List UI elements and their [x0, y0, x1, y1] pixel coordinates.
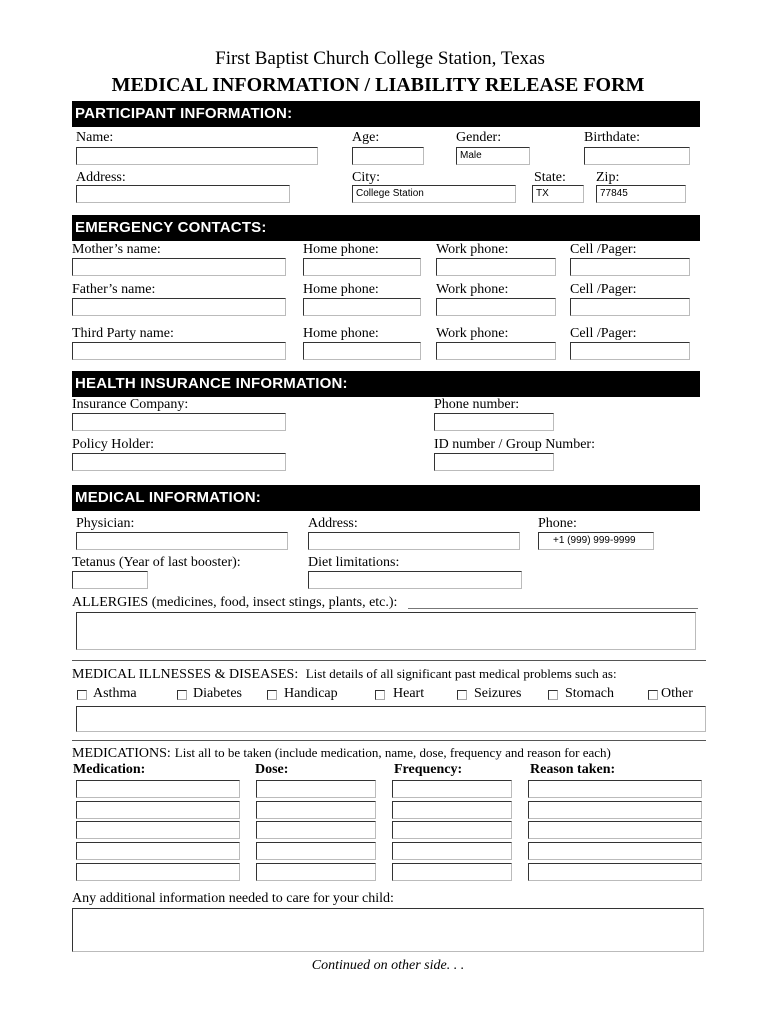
- diet-field[interactable]: [308, 571, 522, 589]
- father-cell-field[interactable]: [570, 298, 690, 316]
- mother-home-phone-label: Home phone:: [303, 242, 379, 257]
- zip-field[interactable]: 77845: [596, 185, 686, 203]
- third-party-home-phone-label: Home phone:: [303, 326, 379, 341]
- father-name-field[interactable]: [72, 298, 286, 316]
- tetanus-label: Tetanus (Year of last booster):: [72, 555, 241, 570]
- reason-field[interactable]: [528, 842, 702, 860]
- frequency-field[interactable]: [392, 780, 512, 798]
- medication-field[interactable]: [76, 821, 240, 839]
- state-field[interactable]: TX: [532, 185, 584, 203]
- mother-name-field[interactable]: [72, 258, 286, 276]
- physician-address-label: Address:: [308, 516, 358, 531]
- other-checkbox[interactable]: [648, 690, 658, 700]
- seizures-label: Seizures: [474, 686, 522, 701]
- continued-note: Continued on other side. . .: [311, 958, 465, 973]
- dose-column-header: Dose:: [255, 762, 289, 777]
- city-field[interactable]: College Station: [352, 185, 516, 203]
- dose-field[interactable]: [256, 842, 376, 860]
- mother-cell-label: Cell /Pager:: [570, 242, 637, 257]
- group-number-label: ID number / Group Number:: [434, 437, 595, 452]
- zip-label: Zip:: [596, 170, 620, 185]
- frequency-field[interactable]: [392, 842, 512, 860]
- state-label: State:: [534, 170, 566, 185]
- medications-label: MEDICATIONS: List all to be taken (include medication, name, dose, frequency and reason for each): [72, 745, 611, 761]
- reason-field[interactable]: [528, 821, 702, 839]
- city-label: City:: [352, 170, 381, 185]
- name-field[interactable]: [76, 147, 318, 165]
- organization-title: First Baptist Church College Station, Texas: [215, 48, 545, 69]
- stomach-label: Stomach: [565, 686, 614, 701]
- father-home-phone-label: Home phone:: [303, 282, 379, 297]
- policy-holder-label: Policy Holder:: [72, 437, 155, 452]
- policy-holder-field[interactable]: [72, 453, 286, 471]
- medications-divider: [72, 740, 706, 741]
- third-party-work-phone-label: Work phone:: [436, 326, 509, 341]
- physician-phone-field[interactable]: +1 (999) 999-9999: [538, 532, 654, 550]
- third-party-name-field[interactable]: [72, 342, 286, 360]
- mother-home-phone-field[interactable]: [303, 258, 421, 276]
- physician-phone-label: Phone:: [538, 516, 577, 531]
- participant-section-header: PARTICIPANT INFORMATION:: [72, 101, 700, 127]
- father-home-phone-field[interactable]: [303, 298, 421, 316]
- reason-field[interactable]: [528, 780, 702, 798]
- physician-label: Physician:: [76, 516, 135, 531]
- address-field[interactable]: [76, 185, 290, 203]
- heart-label: Heart: [393, 686, 425, 701]
- dose-field[interactable]: [256, 863, 376, 881]
- physician-field[interactable]: [76, 532, 288, 550]
- age-label: Age:: [352, 130, 380, 145]
- dose-field[interactable]: [256, 801, 376, 819]
- insurance-company-field[interactable]: [72, 413, 286, 431]
- allergies-underline: [408, 608, 698, 609]
- illness-details-field[interactable]: [76, 706, 706, 732]
- insurance-phone-field[interactable]: [434, 413, 554, 431]
- father-cell-label: Cell /Pager:: [570, 282, 637, 297]
- allergies-field[interactable]: [76, 612, 696, 650]
- birthdate-label: Birthdate:: [584, 130, 640, 145]
- medication-field[interactable]: [76, 863, 240, 881]
- diabetes-label: Diabetes: [193, 686, 242, 701]
- illness-divider: [72, 660, 706, 661]
- asthma-label: Asthma: [93, 686, 137, 701]
- diet-label: Diet limitations:: [308, 555, 400, 570]
- dose-field[interactable]: [256, 821, 376, 839]
- gender-label: Gender:: [456, 130, 502, 145]
- third-party-name-label: Third Party name:: [72, 326, 174, 341]
- heart-checkbox[interactable]: [375, 690, 385, 700]
- reason-field[interactable]: [528, 801, 702, 819]
- diabetes-checkbox[interactable]: [177, 690, 187, 700]
- stomach-checkbox[interactable]: [548, 690, 558, 700]
- frequency-field[interactable]: [392, 863, 512, 881]
- physician-address-field[interactable]: [308, 532, 520, 550]
- father-name-label: Father’s name:: [72, 282, 156, 297]
- mother-work-phone-field[interactable]: [436, 258, 556, 276]
- tetanus-field[interactable]: [72, 571, 148, 589]
- emergency-section-header: EMERGENCY CONTACTS:: [72, 215, 700, 241]
- dose-field[interactable]: [256, 780, 376, 798]
- medical-section-header: MEDICAL INFORMATION:: [72, 485, 700, 511]
- illness-note: List details of all significant past medical problems such as:: [305, 666, 617, 681]
- gender-field[interactable]: Male: [456, 147, 530, 165]
- illness-label: MEDICAL ILLNESSES & DISEASES: List details of all significant past medical problems such as:: [72, 666, 617, 682]
- third-party-cell-label: Cell /Pager:: [570, 326, 637, 341]
- group-number-field[interactable]: [434, 453, 554, 471]
- handicap-checkbox[interactable]: [267, 690, 277, 700]
- additional-info-field[interactable]: [72, 908, 704, 952]
- insurance-phone-label: Phone number:: [434, 397, 520, 412]
- handicap-label: Handicap: [284, 686, 338, 701]
- frequency-field[interactable]: [392, 821, 512, 839]
- allergies-label: ALLERGIES (medicines, food, insect stings, plants, etc.):: [72, 595, 398, 610]
- asthma-checkbox[interactable]: [77, 690, 87, 700]
- medication-column-header: Medication:: [73, 762, 146, 777]
- medication-field[interactable]: [76, 801, 240, 819]
- other-label: Other: [661, 686, 693, 701]
- reason-column-header: Reason taken:: [530, 762, 616, 777]
- medication-field[interactable]: [76, 780, 240, 798]
- third-party-home-phone-field[interactable]: [303, 342, 421, 360]
- medication-field[interactable]: [76, 842, 240, 860]
- name-label: Name:: [76, 130, 114, 145]
- form-title: MEDICAL INFORMATION / LIABILITY RELEASE FORM: [111, 74, 645, 96]
- additional-info-label: Any additional information needed to care for your child:: [72, 891, 394, 906]
- father-work-phone-label: Work phone:: [436, 282, 509, 297]
- reason-field[interactable]: [528, 863, 702, 881]
- frequency-column-header: Frequency:: [394, 762, 463, 777]
- medications-note: List all to be taken (include medication, name, dose, frequency and reason for each): [174, 745, 611, 760]
- birthdate-field[interactable]: [584, 147, 690, 165]
- insurance-section-header: HEALTH INSURANCE INFORMATION:: [72, 371, 700, 397]
- age-field[interactable]: [352, 147, 424, 165]
- third-party-cell-field[interactable]: [570, 342, 690, 360]
- seizures-checkbox[interactable]: [457, 690, 467, 700]
- insurance-company-label: Insurance Company:: [72, 397, 189, 412]
- father-work-phone-field[interactable]: [436, 298, 556, 316]
- address-label: Address:: [76, 170, 126, 185]
- mother-name-label: Mother’s name:: [72, 242, 161, 257]
- mother-work-phone-label: Work phone:: [436, 242, 509, 257]
- third-party-work-phone-field[interactable]: [436, 342, 556, 360]
- mother-cell-field[interactable]: [570, 258, 690, 276]
- frequency-field[interactable]: [392, 801, 512, 819]
